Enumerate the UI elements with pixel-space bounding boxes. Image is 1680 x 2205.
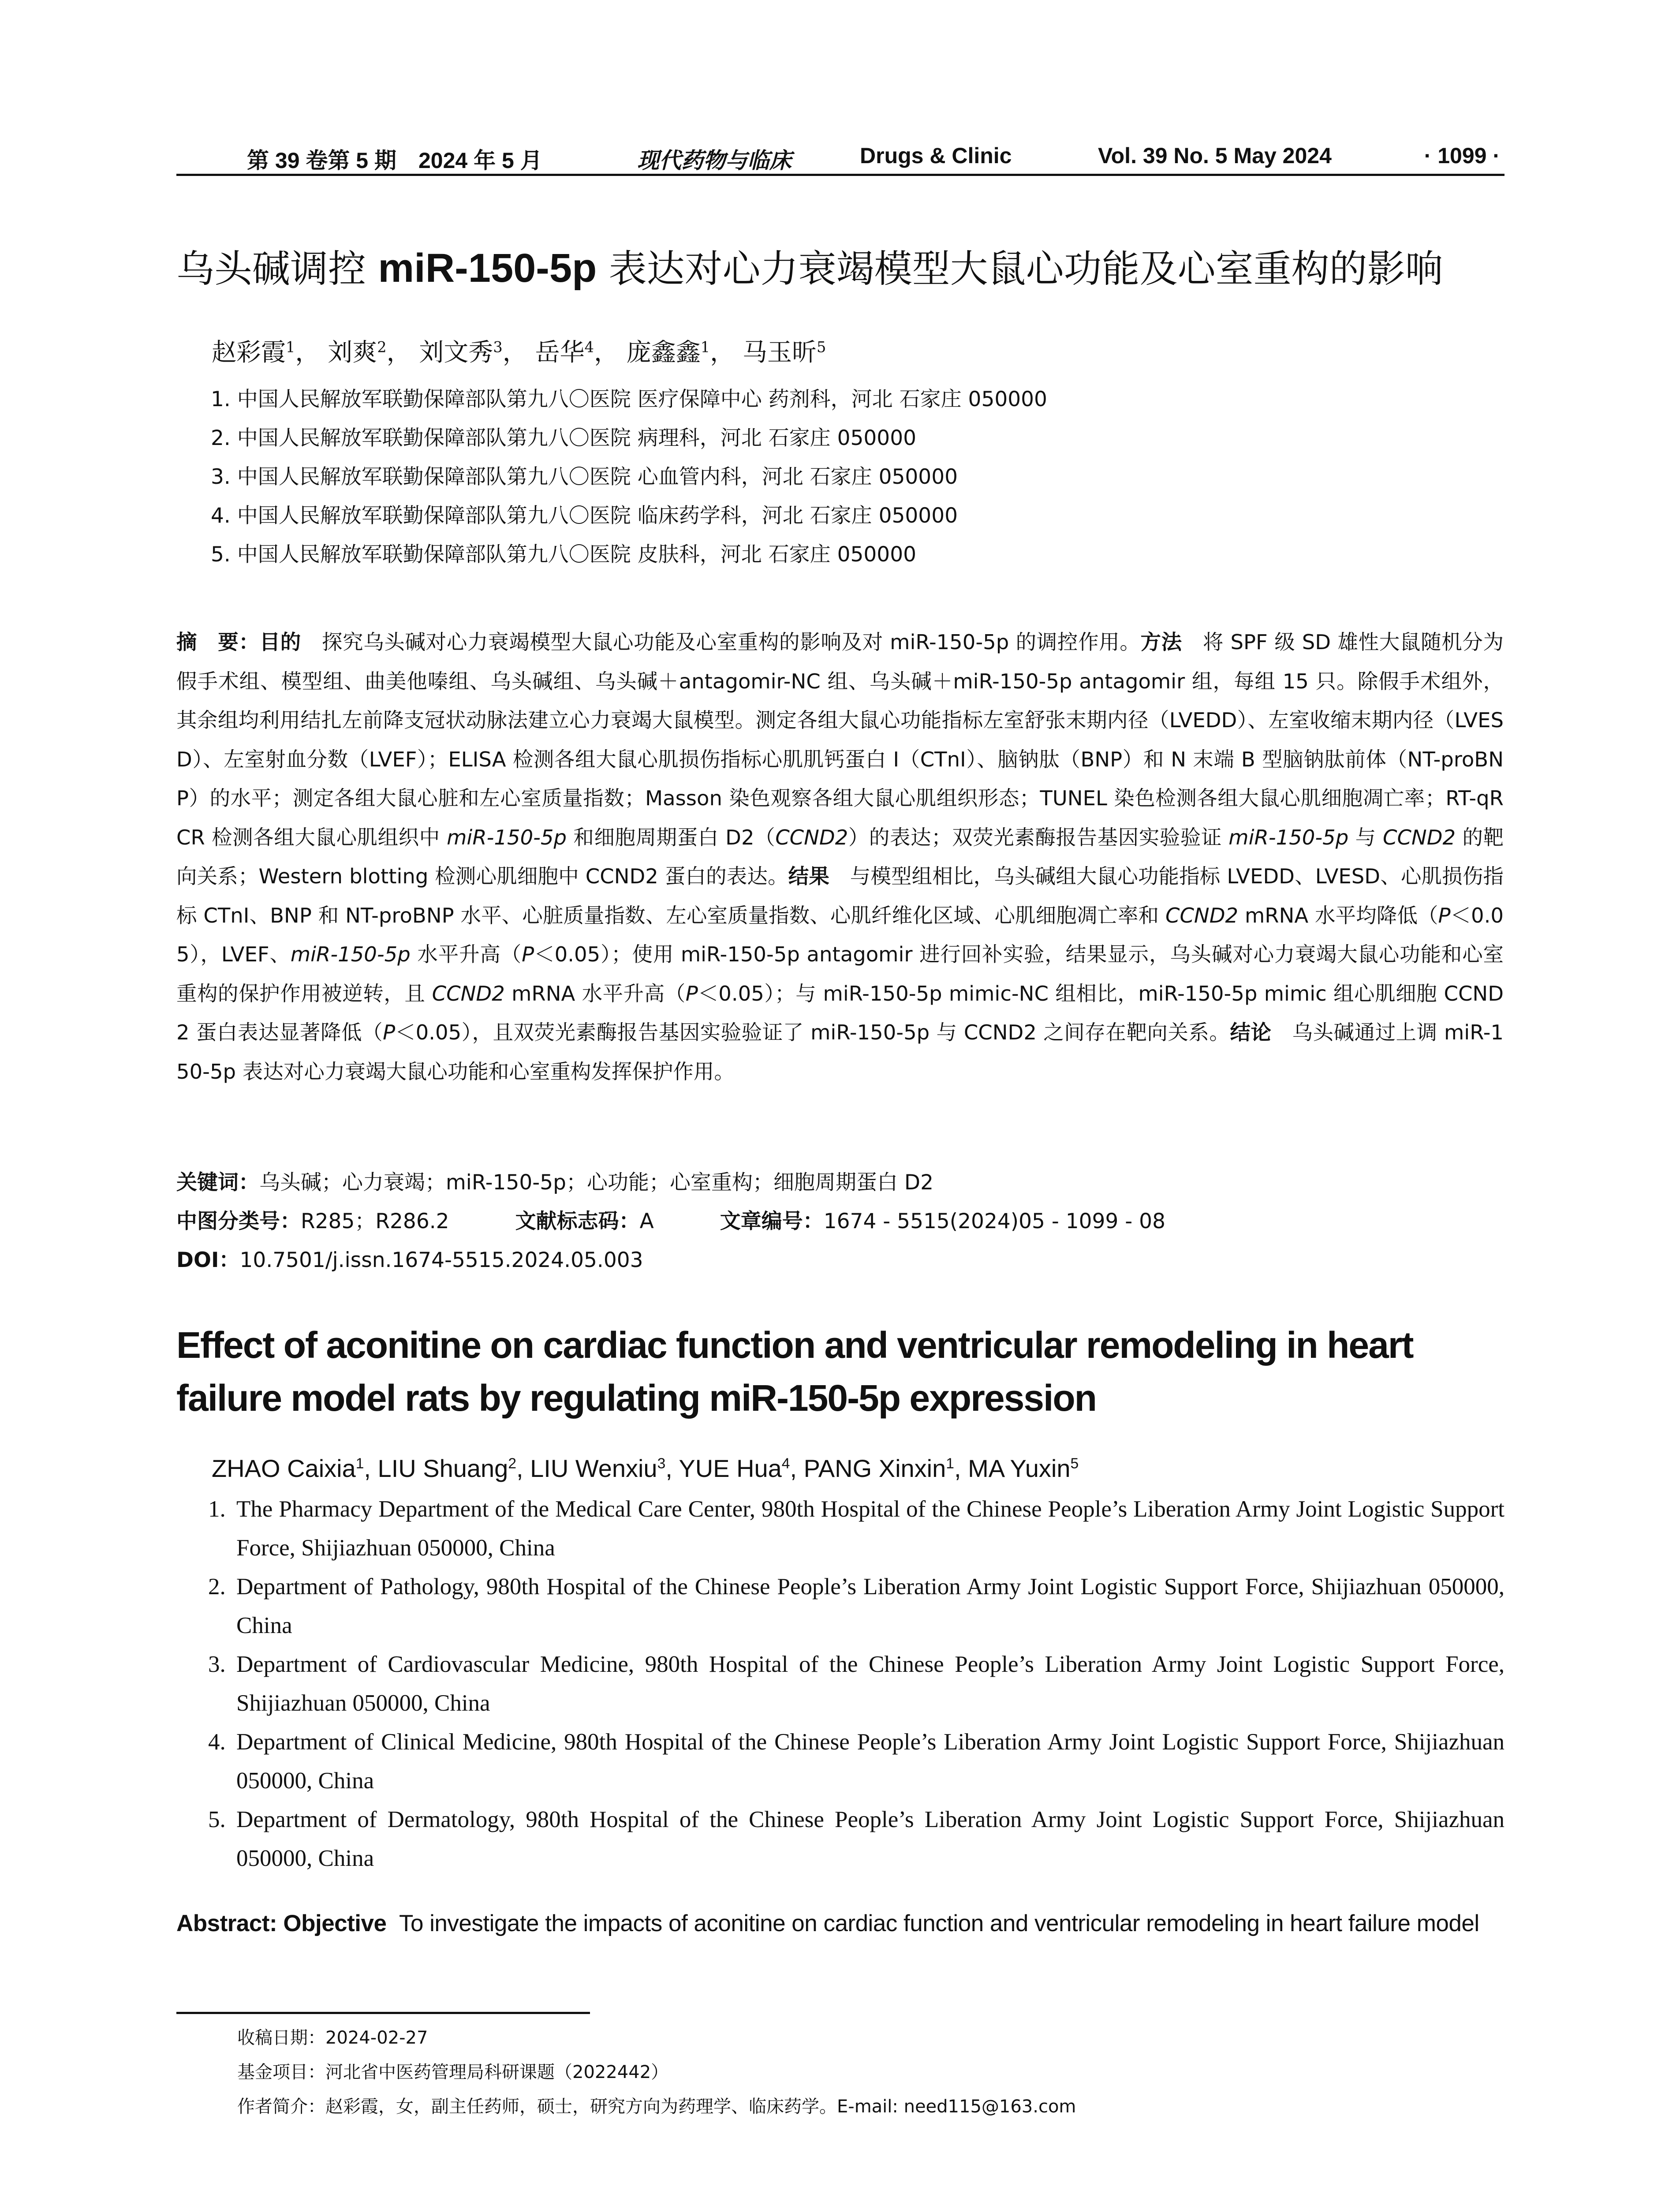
abstract-chinese <box>176 623 1504 1091</box>
affiliations-chinese <box>211 380 1490 574</box>
affiliation-text: Department of Cardiovascular Medicine, 980th Hospital of the Chinese People’s Liberation Army Joint Logistic Support Force, Shijiazhuan 050000, China <box>236 1652 1505 1716</box>
p-value-symbol: P <box>1438 903 1451 927</box>
results-text: ＜0.05），LVEF、 <box>176 903 1504 966</box>
footnote-received: 收稿日期：2024-02-27 <box>237 2028 428 2048</box>
affiliation-number: 4. <box>208 1729 226 1755</box>
header-journal-cn: 现代药物与临床 <box>637 147 791 173</box>
objective-text: 探究乌头碱对心力衰竭模型大鼠心功能及心室重构的影响及对 miR-150-5p 的调控作用。 <box>301 630 1141 654</box>
affiliation-text: Department of Dermatology, 980th Hospital of the Chinese People’s Liberation Army Joint Logistic Support Force, Shijiazhuan 050000, China <box>236 1807 1505 1871</box>
methods-label: 方法 <box>1140 630 1182 654</box>
article-metadata <box>176 1163 1504 1280</box>
author-affiliation-mark: 1 <box>355 1455 364 1472</box>
title-cn-mirna: miR-150-5p <box>378 246 597 291</box>
author-affiliation-mark: 2 <box>377 338 387 356</box>
results-text: ＜0.05）；使用 miR-150-5p antagomir 进行回补实验，结果显示，乌头碱对心力衰竭大鼠心功能和心室重构的保护作用被逆转，且 <box>176 942 1504 1005</box>
methods-text: 与 <box>1348 825 1383 849</box>
affiliation-text: Department of Clinical Medicine, 980th Hospital of the Chinese People’s Liberation Army Joint Logistic Support Force, Shijiazhuan 050000, China <box>236 1729 1505 1794</box>
doi-row <box>176 1241 1504 1280</box>
results-text: 与模型组相比，乌头碱组大鼠心功能指标 LVEDD、LVESD、心肌损伤指标 CTnI、BNP 和 NT-proBNP 水平、心脏质量指数、左心室质量指数、心肌纤维化区域、心肌细胞凋亡率和 <box>176 864 1504 927</box>
classification-row <box>176 1202 1504 1241</box>
footnote-divider <box>176 2012 590 2014</box>
header-volume-en: Vol. 39 No. 5 May 2024 <box>1098 143 1332 168</box>
author-en: PANG Xinxin <box>803 1454 946 1482</box>
authors-chinese: 赵彩霞$^1$， 刘爽$^2$， 刘文秀$^3$， 岳华$^4$， 庞鑫鑫$^1$， 马玉昕$^5$ <box>212 338 826 367</box>
doc-code-value: A <box>639 1209 654 1233</box>
header-page-number: · 1099 · <box>1424 143 1500 168</box>
author-affiliation-mark: 2 <box>508 1455 517 1472</box>
doc-code-label: 文献标志码： <box>515 1209 640 1233</box>
footnote-fund: 基金项目：河北省中医药管理局科研课题（2022442） <box>237 2062 669 2082</box>
abstract-en-text: To investigate the impacts of aconitine on cardiac function and ventricular remodeling in heart failure model <box>399 1910 1479 1936</box>
author-affiliation-mark: 1 <box>700 338 710 356</box>
p-value-symbol: P <box>522 942 534 966</box>
affiliation-cn: 5. 中国人民解放军联勤保障部队第九八〇医院 皮肤科，河北 石家庄 050000 <box>211 542 917 567</box>
methods-text: 的靶向关系；Western blotting 检测心肌细胞中 CCND2 蛋白的表达。 <box>176 825 1504 888</box>
abstract-en-label: Abstract: Objective <box>176 1910 387 1936</box>
doi-label: DOI： <box>176 1248 240 1272</box>
author-en: YUE Hua <box>679 1454 782 1482</box>
author-affiliation-mark: 3 <box>657 1455 666 1472</box>
author-affiliation-mark: 1 <box>946 1455 954 1472</box>
affiliation-number: 1. <box>208 1496 226 1522</box>
clc-label: 中图分类号： <box>176 1209 301 1233</box>
doi-link[interactable]: 10.7501/j.issn.1674-5515.2024.05.003 <box>239 1248 643 1272</box>
results-text: mRNA 水平升高（ <box>504 981 686 1005</box>
author-affiliation-mark: 5 <box>1070 1455 1079 1472</box>
author-cn: 庞鑫鑫 <box>626 338 701 367</box>
results-text: ＜0.05）；与 miR-150-5p mimic-NC 组相比，miR-150-5p mimic 组心肌细胞 CCND2 蛋白表达显著降低（ <box>176 981 1504 1044</box>
p-value-symbol: P <box>383 1020 396 1044</box>
gene-term: miR-150-5p <box>447 825 567 849</box>
title-cn-part1: 乌头碱调控 <box>176 247 378 291</box>
objective-label: 目的 <box>259 630 301 654</box>
methods-text: 将 SPF 级 SD 雄性大鼠随机分为假手术组、模型组、曲美他嗪组、乌头碱组、乌头碱＋antagomir-NC 组、乌头碱＋miR-150-5p antagomir 组，每组 15 只。除假手术组外，其余组均利用结扎左前降支冠状动脉法建立心力衰竭大鼠模型。测定各组大鼠心功能指标左室舒张末期内径（LVEDD）、左室收缩末期内径（LVESD）、左室射血分数（LVEF）；ELISA 检测各组大鼠心肌损伤指标心肌肌钙蛋白 I（CTnI）、脑钠肽（BNP）和 N 末端 B 型脑钠肽前体（NT-proBNP）的水平；测定各组大鼠心脏和左心室质量指数；Masson 染色观察各组大鼠心肌组织形态；TUNEL 染色检测各组大鼠心肌细胞凋亡率；RT-qRCR 检测各组大鼠心肌组织中 <box>176 630 1504 849</box>
running-header <box>176 140 1505 176</box>
title-chinese <box>176 242 1521 295</box>
affiliation-number: 2. <box>208 1574 226 1600</box>
affiliation-text: The Pharmacy Department of the Medical Care Center, 980th Hospital of the Chinese People’s Liberation Army Joint Logistic Support Force, Shijiazhuan 050000, China <box>236 1496 1505 1561</box>
affiliation-en <box>208 1723 1505 1800</box>
conclusion-label: 结论 <box>1230 1020 1272 1044</box>
author-cn: 赵彩霞 <box>212 338 286 367</box>
footnotes <box>237 2021 1472 2124</box>
author-affiliation-mark: 1 <box>286 338 295 356</box>
author-affiliation-mark: 4 <box>781 1455 790 1472</box>
abstract-cn-label: 摘 要： <box>176 630 260 654</box>
abstract-english <box>176 1904 1508 1943</box>
footnote-author: 作者简介：赵彩霞，女，副主任药师，硕士，研究方向为药理学、临床药学。E-mail: need115@163.com <box>237 2097 1076 2117</box>
author-cn: 刘文秀 <box>419 338 493 367</box>
results-text: 水平升高（ <box>410 942 522 966</box>
gene-term: CCND2 <box>1383 825 1456 849</box>
affiliation-text: Department of Pathology, 980th Hospital of the Chinese People’s Liberation Army Joint Logistic Support Force, Shijiazhuan 050000, China <box>236 1574 1505 1638</box>
author-cn: 马玉昕 <box>742 338 817 367</box>
results-text: mRNA 水平均降低（ <box>1238 903 1438 927</box>
results-text: ＜0.05），且双荧光素酶报告基因实验验证了 miR-150-5p 与 CCND2 之间存在靶向关系。 <box>395 1020 1230 1044</box>
affiliation-en <box>208 1800 1505 1878</box>
methods-text: 和细胞周期蛋白 D2（ <box>567 825 776 849</box>
author-affiliation-mark: 3 <box>493 338 503 356</box>
affiliation-cn: 3. 中国人民解放军联勤保障部队第九八〇医院 心血管内科，河北 石家庄 050000 <box>211 465 958 489</box>
author-en: LIU Shuang <box>377 1454 508 1482</box>
header-volume-cn: 第 39 卷第 5 期 2024 年 5 月 <box>247 148 542 173</box>
affiliation-en <box>208 1490 1505 1567</box>
gene-term: CCND2 <box>775 825 848 849</box>
clc-value: R285；R286.2 <box>301 1209 449 1233</box>
affiliation-number: 5. <box>208 1807 226 1832</box>
keywords-row <box>176 1163 1504 1202</box>
conclusion-text: 乌头碱通过上调 miR-150-5p 表达对心力衰竭大鼠心功能和心室重构发挥保护作用。 <box>176 1020 1504 1084</box>
author-affiliation-mark: 4 <box>584 338 594 356</box>
p-value-symbol: P <box>685 981 698 1005</box>
title-english: Effect of aconitine on cardiac function and ventricular remodeling in heart failure model rats by regulating miR-150-5p expression <box>176 1324 1413 1419</box>
affiliation-number: 3. <box>208 1652 226 1677</box>
affiliation-en <box>208 1645 1505 1723</box>
keywords-label: 关键词： <box>176 1170 259 1195</box>
title-cn-part3: 表达对心力衰竭模型大鼠心功能及心室重构的影响 <box>597 247 1443 291</box>
methods-text: ）的表达；双荧光素酶报告基因实验验证 <box>848 825 1229 849</box>
article-number-value: 1674 - 5515(2024)05 - 1099 - 08 <box>823 1209 1165 1233</box>
author-cn: 岳华 <box>535 338 585 367</box>
article-number-label: 文章编号： <box>720 1209 824 1233</box>
author-en: ZHAO Caixia <box>212 1454 356 1482</box>
affiliation-cn: 2. 中国人民解放军联勤保障部队第九八〇医院 病理科，河北 石家庄 050000 <box>211 426 917 450</box>
affiliation-cn: 4. 中国人民解放军联勤保障部队第九八〇医院 临床药学科，河北 石家庄 050000 <box>211 504 958 528</box>
affiliation-en <box>208 1567 1505 1645</box>
keywords-text: 乌头碱；心力衰竭；miR-150-5p；心功能；心室重构；细胞周期蛋白 D2 <box>259 1170 933 1195</box>
author-en: MA Yuxin <box>968 1454 1071 1482</box>
author-cn: 刘爽 <box>328 338 377 367</box>
author-affiliation-mark: 5 <box>816 338 826 356</box>
gene-term: miR-150-5p <box>290 942 411 966</box>
header-journal-en: Drugs & Clinic <box>860 143 1012 168</box>
affiliations-english <box>208 1490 1505 1878</box>
affiliation-cn: 1. 中国人民解放军联勤保障部队第九八〇医院 医疗保障中心 药剂科，河北 石家庄 050000 <box>211 387 1047 411</box>
gene-term: CCND2 <box>1165 903 1239 927</box>
author-en: LIU Wenxiu <box>530 1454 657 1482</box>
results-label: 结果 <box>788 864 830 888</box>
gene-term: miR-150-5p <box>1228 825 1349 849</box>
authors-english: ZHAO Caixia$^1$, LIU Shuang$^2$, LIU Wenxiu$^3$, YUE Hua$^4$, PANG Xinxin$^1$, MA Yuxin$^5$ <box>212 1454 1079 1482</box>
gene-term: CCND2 <box>432 981 505 1005</box>
